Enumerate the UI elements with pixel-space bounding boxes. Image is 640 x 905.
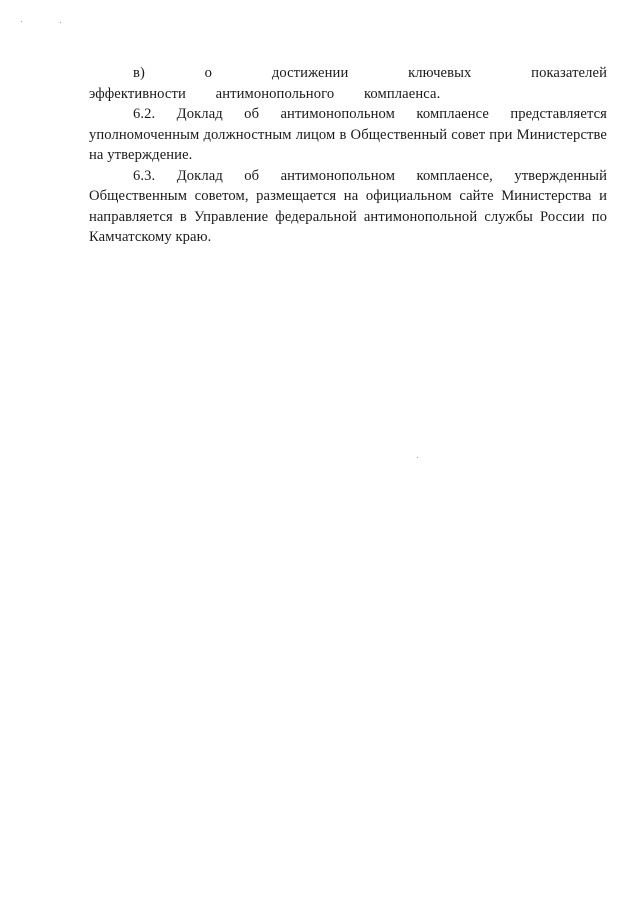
scan-artifact-dot <box>417 457 418 458</box>
paragraph-6-2: 6.2. Доклад об антимонопольном комплаенсе представляется уполномоченным должностным лицом в Общественный совет при Министерстве на утверждение. <box>89 106 607 163</box>
scan-artifact-dot <box>60 22 61 23</box>
document-body <box>89 63 607 248</box>
paragraph-item-v: в) о достижении ключевых показателей эффективности антимонопольного комплаенса. <box>89 65 607 102</box>
paragraph-6-3: 6.3. Доклад об антимонопольном комплаенсе, утвержденный Общественным советом, размещается на официальном сайте Министерства и направляется в Управление федеральной антимонопольной службы России по Камчатскому краю. <box>89 167 607 245</box>
scan-artifact-dot <box>21 21 22 22</box>
